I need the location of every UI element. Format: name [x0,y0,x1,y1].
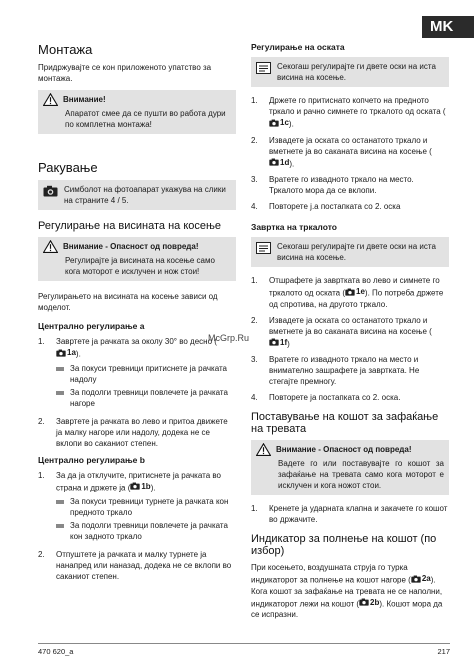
page-number: 217 [437,647,450,656]
figure-ref: 1b [141,481,151,491]
section-title-height: Регулирање на висината на косење [38,220,222,232]
camera-icon [359,598,369,606]
subsection-title-central-b: Централно регулирање b [38,454,145,465]
section-title-indicator: Индикатор за полнење на кошот (по избор) [251,533,437,557]
section-title-montaza: Монтажа [38,42,93,57]
right-column [251,38,449,626]
warning-triangle-icon [43,93,58,106]
step-item: 3. Вратете го извадното тркало на место и внимателно зашрафете ја завртката. Не стегајте премногу. [251,355,420,386]
note-box-wheel [251,237,449,267]
figure-ref: 1a [67,348,76,357]
document-code: 470 620_a [38,647,74,656]
step-item: 1. За да ја отклучите, притиснете ја рачката во страна и држете ја ( 1b ). За покуси тревници турнете ја рачката кон предното тркало За подолги тревници повлечете ја рачката кон задното тркало [38,470,236,545]
warning-text: Вадете го или поставувајте го кошот за зафаќање на тревата само кога моторот е исклучен и кога ножот стои. [278,459,444,490]
info-note-icon [256,62,271,74]
warning-title: Внимание - Опасност од повреда! [63,242,199,251]
warning-box-montaza [38,90,236,134]
camera-icon [130,482,140,490]
step-item: 3. Вратете го извадното тркало на место. Тркалото мора да се вклопи. [251,175,414,195]
subsection-title-axle: Регулирање на оската [251,42,345,52]
steps-bag [251,503,449,525]
step-item: 1. Завртете ја рачката за околу 30° во десно ( 1a ). За покуси тревници притиснете ја рачката надолу За подолги тревници повлечете ја рачката нагоре [38,336,236,411]
bullet-item: За покуси тревници притиснете ја рачката надолу [56,363,236,385]
step-item: 2. Отпуштете ја рачката и малку турнете ја нанапред или наназад, додека не се вклопи во саканиот степен. [38,550,232,581]
section-title-rakuvanje: Ракување [38,160,98,175]
warning-text: Апаратот смее да се пушти во работа дури по комплетна монтажа! [65,109,226,129]
warning-title: Внимание - Опасност од повреда! [276,445,412,454]
step-item: 4. Повторете ј.а постапката со 2. оска [251,202,401,211]
montaza-intro: Придржувајте се кон приложеното упатство за монтажа. [38,63,212,83]
note-box-axle [251,57,449,87]
page-footer [38,643,450,656]
steps-central-b [38,470,236,583]
note-box-camera [38,180,236,210]
camera-icon [345,288,355,296]
warning-triangle-icon [43,240,58,253]
camera-icon [269,338,279,346]
note-text: Симболот на фотоапарат укажува на слики на страните 4 / 5. [64,185,226,205]
bullet-item: За подолги тревници повлечете ја рачката нагоре [56,387,236,409]
bullet-item: За покуси тревници турнете ја рачката кон предното тркало [56,496,236,518]
figure-ref: 1c [280,118,289,127]
figure-ref: 1d [280,157,290,167]
step-item: 2. Завртете ја рачката во лево и притоа движете ја малку нагоре или надолу, додека не се вклопи во саканиот степен. [38,416,228,448]
steps-central-a [38,336,236,449]
step-item: 1. Кренете ја ударната клапна и закачете го кошот во држачите. [251,504,448,524]
steps-wheel [251,275,449,403]
warning-title: Внимание! [63,95,106,104]
warning-box-height [38,237,236,281]
warning-triangle-icon [256,443,271,456]
note-text: Секогаш регулирајте ги двете оски на иста висина на косење. [277,62,436,82]
camera-icon [411,575,421,583]
camera-icon [269,158,279,166]
warning-box-bag [251,440,449,495]
subsection-title-wheel: Завртка на тркалото [251,222,337,232]
language-tab: MK [422,16,474,38]
camera-icon [56,349,66,357]
figure-ref: 1f [280,337,288,347]
height-intro: Регулирањето на висината на косење зависи од моделот. [38,292,218,312]
step-item: 2. Извадете ја оската со останатото тркало и вметнете ја во саканата висина на косење ( 1f ) [251,315,432,348]
figure-ref: 1e [356,287,365,296]
steps-axle [251,95,449,212]
step-item: 4. Повторете ја постапката со 2. оска. [251,393,401,402]
watermark: McGrp.Ru [208,333,250,343]
bullet-item: За подолги тревници повлечете ја рачката кон задното тркало [56,520,236,542]
figure-ref: 2b [370,597,380,607]
section-title-bag: Поставување на кошот за зафаќање на тревата [251,411,439,435]
camera-icon [43,185,58,197]
info-note-icon [256,242,271,254]
step-item: 2. Извадете ја оската со останатото тркало и вметнете ја во саканата висина на косење ( 1d ). [251,135,432,168]
step-item: 1. Држете го притиснато копчето на предното тркало и рачно симнете го тркалото од оската ( 1c ). [251,96,446,129]
step-item: 1. Отшрафете ја завртката во лево и симнете го тркалото од оската ( 1e ). По потреба држете од спротива, на другото тркало. [251,276,444,309]
note-text: Секогаш регулирајте ги двете оски на иста висина на косење. [277,242,436,262]
camera-icon [269,119,279,127]
subsection-title-central-a: Централно регулирање a [38,321,145,331]
indicator-text: При косењето, воздушната струја го турка индикаторот за полнење на кошот нагоре ( 2a ). Кога кошот за зафаќање на тревата не се наполни, индикаторот лежи на кошот ( 2b ). Кошот мора да се испразни. [251,563,443,619]
warning-text: Регулирајте ја висината на косење само кога моторот е исклучен и нож стои! [65,256,215,276]
figure-ref: 2a [421,574,431,583]
left-column [38,38,236,588]
